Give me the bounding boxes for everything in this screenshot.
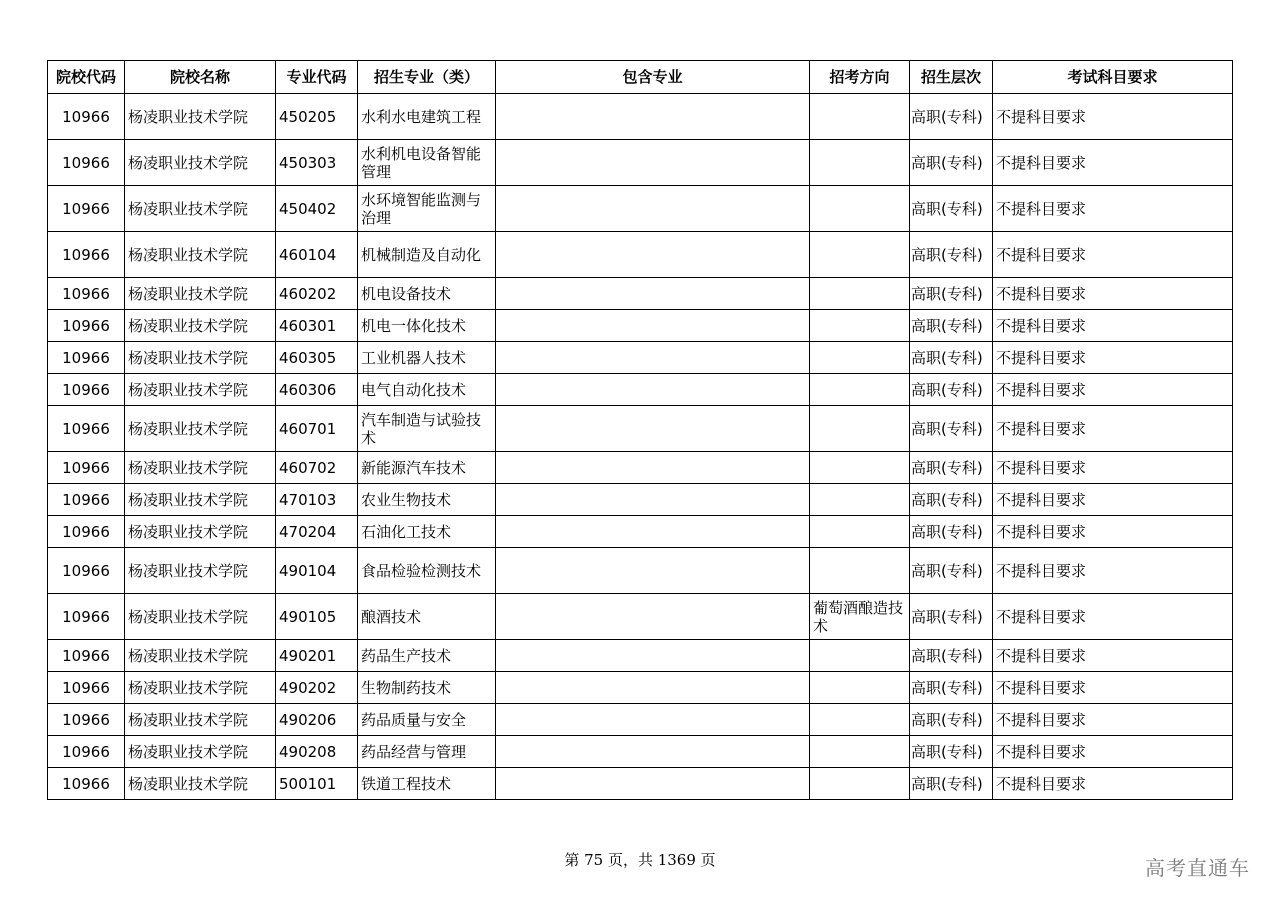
cell-school-name: 杨凌职业技术学院	[125, 94, 276, 140]
cell-requirement: 不提科目要求	[993, 452, 1233, 484]
cell-school-code: 10966	[48, 704, 125, 736]
cell-school-name: 杨凌职业技术学院	[125, 704, 276, 736]
cell-school-name: 杨凌职业技术学院	[125, 140, 276, 186]
cell-major-code: 460104	[276, 232, 358, 278]
cell-includes	[496, 768, 810, 800]
cell-level: 高职(专科)	[910, 310, 993, 342]
cell-school-code: 10966	[48, 94, 125, 140]
table-row	[48, 594, 1233, 640]
table-row	[48, 736, 1233, 768]
cell-direction	[810, 186, 910, 232]
cell-level: 高职(专科)	[910, 374, 993, 406]
table-row	[48, 516, 1233, 548]
cell-level: 高职(专科)	[910, 640, 993, 672]
table-row	[48, 278, 1233, 310]
cell-requirement: 不提科目要求	[993, 374, 1233, 406]
cell-includes	[496, 232, 810, 278]
cell-includes	[496, 342, 810, 374]
cell-requirement: 不提科目要求	[993, 278, 1233, 310]
cell-includes	[496, 594, 810, 640]
table-row	[48, 406, 1233, 452]
cell-direction	[810, 94, 910, 140]
cell-includes	[496, 374, 810, 406]
cell-requirement: 不提科目要求	[993, 704, 1233, 736]
table-row	[48, 704, 1233, 736]
watermark: 高考直通车	[1145, 856, 1250, 880]
cell-level: 高职(专科)	[910, 516, 993, 548]
cell-major: 水环境智能监测与治理	[358, 186, 496, 232]
cell-level: 高职(专科)	[910, 452, 993, 484]
cell-school-code: 10966	[48, 672, 125, 704]
cell-major: 水利机电设备智能管理	[358, 140, 496, 186]
header-includes: 包含专业	[496, 61, 810, 94]
table-row	[48, 452, 1233, 484]
header-school-code: 院校代码	[48, 61, 125, 94]
cell-school-name: 杨凌职业技术学院	[125, 406, 276, 452]
cell-requirement: 不提科目要求	[993, 406, 1233, 452]
cell-direction: 葡萄酒酿造技术	[810, 594, 910, 640]
cell-school-code: 10966	[48, 232, 125, 278]
table-row	[48, 374, 1233, 406]
cell-major-code: 460202	[276, 278, 358, 310]
cell-school-code: 10966	[48, 548, 125, 594]
cell-major: 石油化工技术	[358, 516, 496, 548]
cell-direction	[810, 406, 910, 452]
cell-major-code: 450303	[276, 140, 358, 186]
cell-major: 生物制药技术	[358, 672, 496, 704]
cell-includes	[496, 516, 810, 548]
cell-level: 高职(专科)	[910, 548, 993, 594]
admissions-table	[47, 60, 1233, 800]
table-row	[48, 640, 1233, 672]
cell-school-name: 杨凌职业技术学院	[125, 548, 276, 594]
cell-requirement: 不提科目要求	[993, 186, 1233, 232]
cell-school-name: 杨凌职业技术学院	[125, 484, 276, 516]
cell-school-code: 10966	[48, 342, 125, 374]
cell-major-code: 490105	[276, 594, 358, 640]
cell-major-code: 450402	[276, 186, 358, 232]
cell-direction	[810, 736, 910, 768]
cell-major-code: 490208	[276, 736, 358, 768]
cell-level: 高职(专科)	[910, 140, 993, 186]
header-major-code: 专业代码	[276, 61, 358, 94]
cell-direction	[810, 452, 910, 484]
cell-direction	[810, 310, 910, 342]
cell-level: 高职(专科)	[910, 278, 993, 310]
cell-school-name: 杨凌职业技术学院	[125, 768, 276, 800]
table-row	[48, 548, 1233, 594]
cell-school-code: 10966	[48, 374, 125, 406]
cell-major-code: 460301	[276, 310, 358, 342]
table-row	[48, 768, 1233, 800]
table-row	[48, 140, 1233, 186]
cell-school-name: 杨凌职业技术学院	[125, 278, 276, 310]
cell-major: 农业生物技术	[358, 484, 496, 516]
cell-major-code: 460702	[276, 452, 358, 484]
header-school-name: 院校名称	[125, 61, 276, 94]
table-row	[48, 310, 1233, 342]
cell-major: 药品经营与管理	[358, 736, 496, 768]
cell-school-code: 10966	[48, 140, 125, 186]
cell-major-code: 490201	[276, 640, 358, 672]
cell-requirement: 不提科目要求	[993, 516, 1233, 548]
cell-direction	[810, 704, 910, 736]
cell-level: 高职(专科)	[910, 672, 993, 704]
cell-major: 药品生产技术	[358, 640, 496, 672]
cell-school-name: 杨凌职业技术学院	[125, 672, 276, 704]
cell-level: 高职(专科)	[910, 768, 993, 800]
cell-school-code: 10966	[48, 516, 125, 548]
cell-requirement: 不提科目要求	[993, 640, 1233, 672]
cell-major: 机电设备技术	[358, 278, 496, 310]
cell-includes	[496, 186, 810, 232]
cell-major: 汽车制造与试验技术	[358, 406, 496, 452]
cell-school-name: 杨凌职业技术学院	[125, 594, 276, 640]
table-row	[48, 342, 1233, 374]
cell-level: 高职(专科)	[910, 94, 993, 140]
cell-major-code: 470103	[276, 484, 358, 516]
cell-direction	[810, 342, 910, 374]
cell-level: 高职(专科)	[910, 186, 993, 232]
cell-level: 高职(专科)	[910, 594, 993, 640]
cell-requirement: 不提科目要求	[993, 140, 1233, 186]
cell-includes	[496, 736, 810, 768]
cell-school-name: 杨凌职业技术学院	[125, 342, 276, 374]
cell-includes	[496, 140, 810, 186]
cell-includes	[496, 672, 810, 704]
cell-includes	[496, 548, 810, 594]
cell-requirement: 不提科目要求	[993, 232, 1233, 278]
cell-school-code: 10966	[48, 640, 125, 672]
cell-school-code: 10966	[48, 278, 125, 310]
cell-direction	[810, 548, 910, 594]
cell-major: 药品质量与安全	[358, 704, 496, 736]
cell-major: 铁道工程技术	[358, 768, 496, 800]
cell-school-name: 杨凌职业技术学院	[125, 374, 276, 406]
cell-level: 高职(专科)	[910, 736, 993, 768]
cell-requirement: 不提科目要求	[993, 310, 1233, 342]
cell-requirement: 不提科目要求	[993, 548, 1233, 594]
table-header-row	[48, 61, 1233, 94]
cell-direction	[810, 374, 910, 406]
cell-requirement: 不提科目要求	[993, 672, 1233, 704]
table-row	[48, 232, 1233, 278]
cell-direction	[810, 484, 910, 516]
cell-includes	[496, 406, 810, 452]
table-row	[48, 484, 1233, 516]
cell-level: 高职(专科)	[910, 484, 993, 516]
cell-major-code: 490104	[276, 548, 358, 594]
cell-direction	[810, 278, 910, 310]
page-number: 第 75 页，共 1369 页	[564, 851, 716, 869]
cell-school-name: 杨凌职业技术学院	[125, 736, 276, 768]
cell-major-code: 500101	[276, 768, 358, 800]
cell-direction	[810, 672, 910, 704]
cell-direction	[810, 768, 910, 800]
cell-major: 新能源汽车技术	[358, 452, 496, 484]
cell-includes	[496, 452, 810, 484]
cell-major: 机械制造及自动化	[358, 232, 496, 278]
cell-requirement: 不提科目要求	[993, 594, 1233, 640]
cell-requirement: 不提科目要求	[993, 484, 1233, 516]
cell-major-code: 460701	[276, 406, 358, 452]
cell-major: 工业机器人技术	[358, 342, 496, 374]
header-direction: 招考方向	[810, 61, 910, 94]
cell-school-code: 10966	[48, 484, 125, 516]
cell-school-name: 杨凌职业技术学院	[125, 186, 276, 232]
cell-direction	[810, 140, 910, 186]
cell-includes	[496, 704, 810, 736]
cell-major-code: 450205	[276, 94, 358, 140]
cell-level: 高职(专科)	[910, 406, 993, 452]
cell-school-code: 10966	[48, 594, 125, 640]
cell-includes	[496, 94, 810, 140]
table-row	[48, 672, 1233, 704]
cell-direction	[810, 232, 910, 278]
cell-direction	[810, 516, 910, 548]
table-row	[48, 186, 1233, 232]
cell-major: 机电一体化技术	[358, 310, 496, 342]
cell-major-code: 490202	[276, 672, 358, 704]
cell-includes	[496, 310, 810, 342]
cell-major: 水利水电建筑工程	[358, 94, 496, 140]
cell-school-code: 10966	[48, 452, 125, 484]
header-level: 招生层次	[910, 61, 993, 94]
header-major: 招生专业（类）	[358, 61, 496, 94]
cell-major-code: 460306	[276, 374, 358, 406]
cell-major: 食品检验检测技术	[358, 548, 496, 594]
cell-requirement: 不提科目要求	[993, 94, 1233, 140]
cell-major-code: 490206	[276, 704, 358, 736]
cell-school-code: 10966	[48, 768, 125, 800]
cell-school-name: 杨凌职业技术学院	[125, 232, 276, 278]
cell-includes	[496, 484, 810, 516]
cell-level: 高职(专科)	[910, 232, 993, 278]
cell-school-code: 10966	[48, 310, 125, 342]
cell-major-code: 470204	[276, 516, 358, 548]
cell-requirement: 不提科目要求	[993, 768, 1233, 800]
cell-major: 电气自动化技术	[358, 374, 496, 406]
cell-level: 高职(专科)	[910, 342, 993, 374]
table-row	[48, 94, 1233, 140]
cell-major-code: 460305	[276, 342, 358, 374]
header-requirement: 考试科目要求	[993, 61, 1233, 94]
cell-school-code: 10966	[48, 186, 125, 232]
cell-requirement: 不提科目要求	[993, 736, 1233, 768]
cell-school-name: 杨凌职业技术学院	[125, 640, 276, 672]
cell-direction	[810, 640, 910, 672]
cell-major: 酿酒技术	[358, 594, 496, 640]
cell-includes	[496, 278, 810, 310]
cell-level: 高职(专科)	[910, 704, 993, 736]
cell-school-name: 杨凌职业技术学院	[125, 516, 276, 548]
cell-school-code: 10966	[48, 406, 125, 452]
cell-school-name: 杨凌职业技术学院	[125, 310, 276, 342]
cell-includes	[496, 640, 810, 672]
cell-requirement: 不提科目要求	[993, 342, 1233, 374]
cell-school-code: 10966	[48, 736, 125, 768]
cell-school-name: 杨凌职业技术学院	[125, 452, 276, 484]
